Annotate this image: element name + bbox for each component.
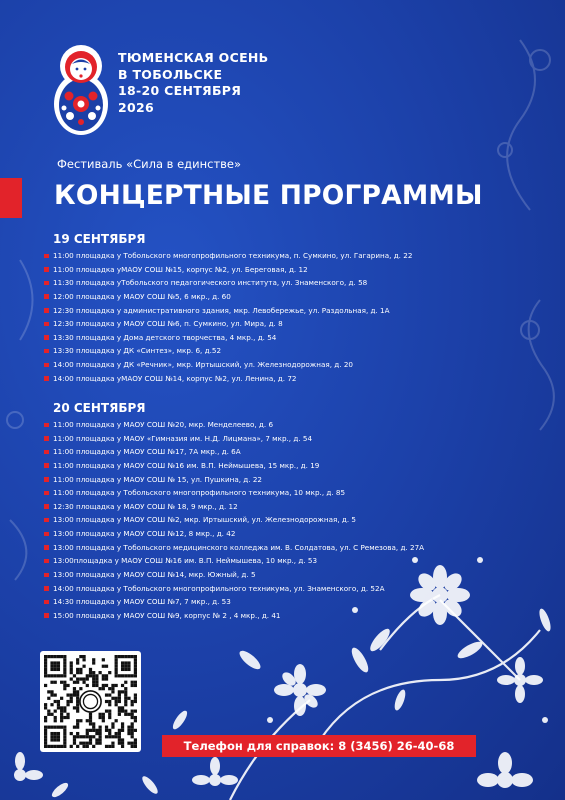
event-list-20 <box>44 418 424 623</box>
event-item <box>44 513 424 527</box>
bullet-icon <box>44 532 49 537</box>
festival-dates: 18-20 СЕНТЯБРЯ <box>118 83 242 98</box>
bullet-icon <box>44 573 49 578</box>
bullet-icon <box>44 545 49 550</box>
event-item <box>44 541 424 555</box>
bullet-icon <box>44 463 49 468</box>
event-text: 12:30 площадка у МАОУ СОШ № 18, 9 мкр., д. 12 <box>53 501 238 511</box>
event-item <box>44 263 412 277</box>
bullet-icon <box>44 349 49 354</box>
event-text: 12:30 площадка у МАОУ СОШ №6, п. Сумкино, ул. Мира, д. 8 <box>53 319 283 329</box>
event-item <box>44 459 424 473</box>
bullet-icon <box>44 600 49 605</box>
event-text: 11:00 площадка у МАОУ СОШ № 15, ул. Пушкина, д. 22 <box>53 474 262 484</box>
event-item <box>44 276 412 290</box>
festival-subtitle: Фестиваль «Сила в единстве» <box>57 157 242 171</box>
festival-name-line2: В ТОБОЛЬСКЕ <box>118 66 223 82</box>
festival-year: 2026 <box>118 99 154 115</box>
event-item <box>44 317 412 331</box>
bullet-icon <box>44 559 49 564</box>
qr-code[interactable] <box>40 651 141 752</box>
event-item <box>44 445 424 459</box>
bullet-icon <box>44 254 49 259</box>
bullet-icon <box>44 423 49 428</box>
event-text: 13:00 площадка у МАОУ СОШ №12, 8 мкр., д. 42 <box>53 529 236 539</box>
event-item <box>44 595 424 609</box>
red-accent-tab <box>0 178 22 218</box>
event-item <box>44 358 412 372</box>
event-text: 12:30 площадка у административного здания, мкр. Левобережье, ул. Раздольная, д. 1А <box>53 305 390 315</box>
event-text: 15:00 площадка у МАОУ СОШ №9, корпус № 2 , 4 мкр., д. 41 <box>53 610 281 620</box>
event-text: 11:00 площадка у МАОУ СОШ №16 им. В.П. Неймышева, 15 мкр., д. 19 <box>53 460 320 470</box>
event-item <box>44 527 424 541</box>
event-text: 11:00 площадка у МАОУ СОШ №20, мкр. Менделеево, д. 6 <box>53 420 274 429</box>
bullet-icon <box>44 322 49 327</box>
festival-title <box>118 50 318 116</box>
event-item <box>44 372 412 386</box>
bullet-icon <box>44 335 49 340</box>
bullet-icon <box>44 376 49 381</box>
bullet-icon <box>44 491 49 496</box>
event-text: 11:00 площадка у Тобольского многопрофильного техникума, п. Сумкино, ул. Гагарина, д. 22 <box>53 251 413 260</box>
event-text: 13:00 площадка у МАОУ СОШ №2, мкр. Иртышский, ул. Железнодорожная, д. 5 <box>53 515 357 525</box>
event-item <box>44 486 424 500</box>
event-text: 12:00 площадка у МАОУ СОШ №5, 6 мкр., д. 60 <box>53 291 231 301</box>
event-item <box>44 432 424 446</box>
event-item <box>44 304 412 318</box>
day-heading-19: 19 СЕНТЯБРЯ <box>53 232 146 246</box>
event-text: 13:30 площадка у Дома детского творчества, 4 мкр., д. 54 <box>53 332 277 342</box>
event-item <box>44 582 424 596</box>
qr-code-icon <box>44 655 137 748</box>
event-item <box>44 473 424 487</box>
bullet-icon <box>44 363 49 368</box>
event-text: 13:00 площадка у Тобольского медицинского колледжа им. В. Солдатова, ул. С Ремезова, д. 27А <box>53 542 425 552</box>
bullet-icon <box>44 267 49 272</box>
event-item <box>44 554 424 568</box>
bullet-icon <box>44 281 49 286</box>
event-item <box>44 290 412 304</box>
event-item <box>44 344 412 358</box>
event-text: 14:00 площадка у ДК «Речник», мкр. Иртышский, ул. Железнодорожная, д. 20 <box>53 360 353 370</box>
bullet-icon <box>44 436 49 441</box>
bullet-icon <box>44 450 49 455</box>
bullet-icon <box>44 518 49 523</box>
page-title: КОНЦЕРТНЫЕ ПРОГРАММЫ <box>54 180 483 211</box>
event-list-19 <box>44 249 412 385</box>
event-text: 11:00 площадка уМАОУ СОШ №15, корпус №2, ул. Береговая, д. 12 <box>53 264 308 274</box>
day-heading-20: 20 СЕНТЯБРЯ <box>53 401 146 415</box>
event-text: 14:00 площадка уМАОУ СОШ №14, корпус №2, ул. Ленина, д. 72 <box>53 373 297 383</box>
event-text: 14:00 площадка у Тобольского многопрофильного техникума, ул. Знаменского, д. 52А <box>53 583 385 593</box>
bullet-icon <box>44 613 49 618</box>
event-item <box>44 609 424 623</box>
event-text: 11:00 площадка у Тобольского многопрофильного техникума, 10 мкр., д. 85 <box>53 488 346 498</box>
phone-banner: Телефон для справок: 8 (3456) 26-40-68 <box>162 735 476 757</box>
festival-name-line1: ТЮМЕНСКАЯ ОСЕНЬ <box>118 50 269 65</box>
event-item <box>44 500 424 514</box>
event-item <box>44 418 424 432</box>
event-text: 13:00площадка у МАОУ СОШ №16 им. В.П. Неймышева, 10 мкр., д. 53 <box>53 556 318 566</box>
event-item <box>44 331 412 345</box>
bullet-icon <box>44 504 49 509</box>
event-text: 14:30 площадка у МАОУ СОШ №7, 7 мкр., д. 53 <box>53 597 231 607</box>
event-text: 13:00 площадка у МАОУ СОШ №14, мкр. Южный, д. 5 <box>53 570 256 580</box>
event-item <box>44 249 412 263</box>
event-item <box>44 568 424 582</box>
matryoshka-icon <box>52 42 110 136</box>
event-text: 13:30 площадка у ДК «Синтез», мкр. 6, д.52 <box>53 346 222 356</box>
event-text: 11:00 площадка у МАОУ «Гимназия им. Н.Д. Лицмана», 7 мкр., д. 54 <box>53 433 313 443</box>
bullet-icon <box>44 586 49 591</box>
bullet-icon <box>44 308 49 313</box>
event-text: 11:30 площадка уТобольского педагогического института, ул. Знаменского, д. 58 <box>53 278 368 288</box>
bullet-icon <box>44 477 49 482</box>
event-text: 11:00 площадка у МАОУ СОШ №17, 7А мкр., д. 6А <box>53 447 241 457</box>
bullet-icon <box>44 294 49 299</box>
